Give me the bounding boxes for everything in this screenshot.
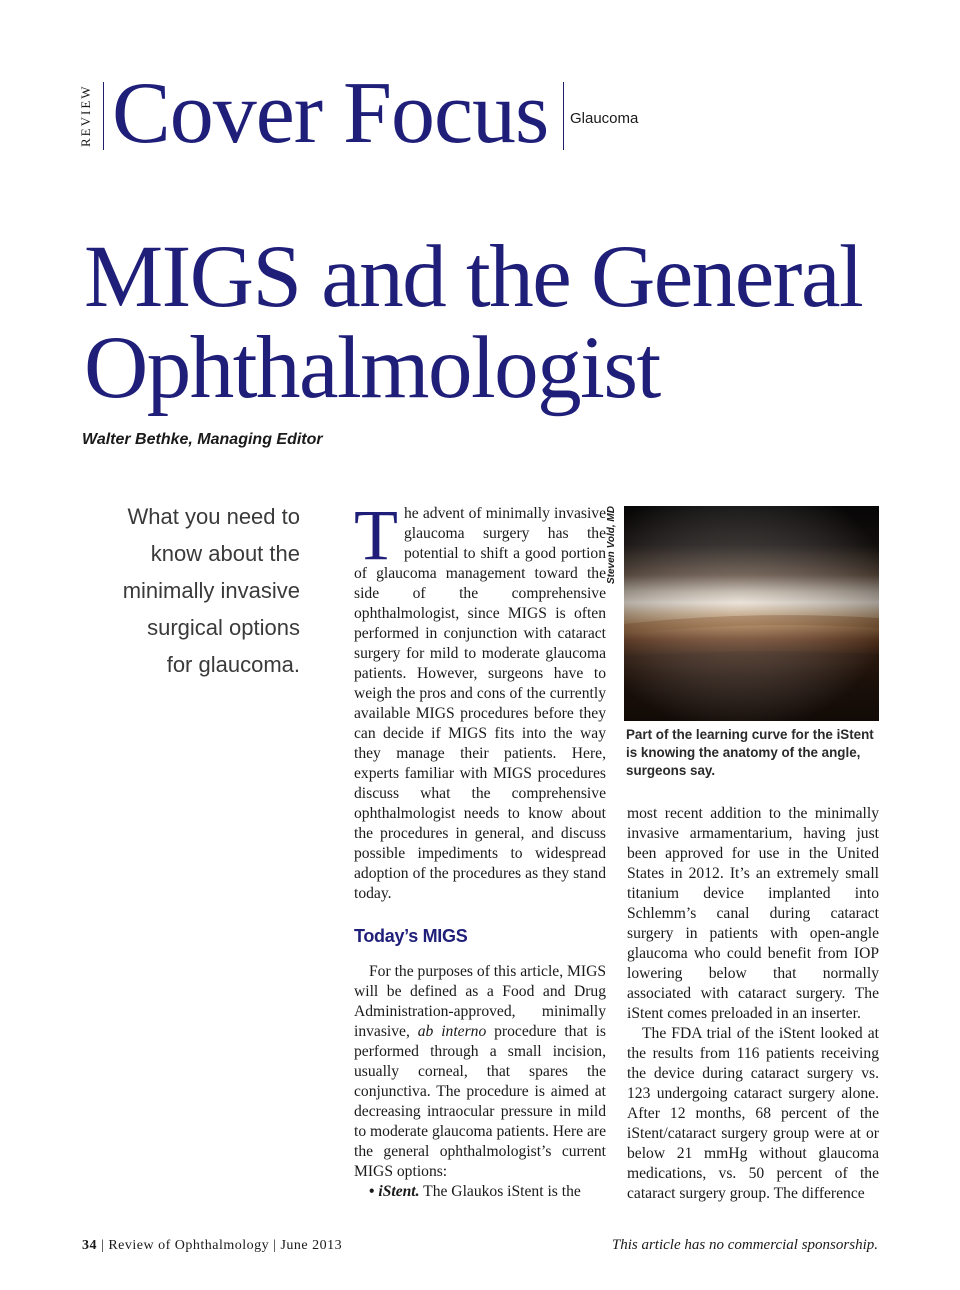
sponsorship-disclaimer: This article has no commercial sponsorship. — [611, 1237, 878, 1253]
col2-paragraph-1: most recent addition to the minimally invasive armamentarium, having just been approved for use in the United States in 2012. It’s an extremely small titanium device implanted into Schlemm’s canal during cataract surgery in patients with open-angle glaucoma who could benefit from IOP lowering below that normally associated with cataract surgery. The iStent comes preloaded in an inserter. — [627, 805, 879, 1022]
footer-folio — [82, 1238, 342, 1254]
paragraph-2-text-a: For the purposes of this article, MIGS will be defined as a Food and Drug Administration-approved, minimally invasive, — [354, 963, 606, 1040]
deck-line: minimally invasive — [122, 578, 300, 603]
bullet-text: The Glaukos iStent is the — [419, 1183, 581, 1200]
intro-text: he advent of minimally invasive glaucoma surgery has the potential to shift a good portion of glaucoma management toward the side of the comprehensive ophthalmologist, since MIGS is often performed in conjunction with cataract surgery for mild to moderate glaucoma patients. However, surgeons have to weigh the pros and cons of the currently available MIGS procedures before they can decide if MIGS fits into the way they manage their patients. Here, experts familiar with MIGS procedures discuss what the comprehensive ophthalmologist needs to know about the procedures in general, and discuss possible impediments to widespread adoption of the procedures as they stand today. — [354, 505, 606, 902]
intro-paragraph — [354, 495, 606, 904]
body-column-1 — [354, 495, 606, 1202]
photo-credit: Steven Vold, MD — [606, 506, 617, 584]
publication-name: Review of Ophthalmology — [108, 1238, 270, 1253]
header-rule-left — [103, 82, 104, 150]
paragraph-2-italic: ab interno — [417, 1023, 487, 1040]
bullet-symbol: • — [369, 1183, 375, 1200]
col2-paragraph-2: The FDA trial of the iStent looked at the results from 116 patients receiving the device during cataract surgery vs. 123 undergoing cataract surgery alone. After 12 months, 68 percent of the iStent/cataract surgery group were at or below 21 mmHg without glaucoma medications, vs. 50 percent of the cataract surgery group. The difference — [627, 1025, 879, 1202]
paragraph-2 — [354, 962, 606, 1182]
folio-separator: | — [273, 1238, 277, 1253]
drop-cap: T — [354, 495, 398, 575]
byline: Walter Bethke, Managing Editor — [82, 431, 323, 448]
section-title: Cover Focus — [112, 65, 549, 162]
section-vertical-label: REVIEW — [78, 84, 93, 148]
bullet-label: iStent. — [378, 1183, 420, 1200]
deck-line: for glaucoma. — [166, 652, 300, 677]
page-number: 34 — [82, 1238, 97, 1253]
article-title — [84, 228, 904, 417]
article-title-line1: MIGS and the General — [84, 228, 863, 326]
paragraph-2-text-b: procedure that is performed through a small incision, usually corneal, that spares the conjunctiva. The procedure is aimed at decreasing intraocular pressure in mild to moderate glaucoma patients. Here are the general ophthalmologist’s current MIGS options: — [354, 1023, 606, 1180]
deck-line: What you need to — [127, 504, 300, 529]
figure-photo — [624, 506, 879, 721]
deck-line: know about the — [150, 541, 300, 566]
article-title-line2: Ophthalmologist — [84, 319, 660, 417]
bullet-istent — [354, 1182, 606, 1202]
subhead-todays-migs: Today’s MIGS — [354, 926, 468, 946]
figure-caption: Part of the learning curve for the iStent is knowing the anatomy of the angle, surgeons say. — [626, 727, 874, 778]
deck-line: surgical options — [147, 615, 300, 640]
eye-angle-photo — [624, 506, 879, 721]
section-tag: Glaucoma — [570, 110, 639, 127]
folio-separator: | — [101, 1238, 105, 1253]
deck — [100, 498, 300, 683]
issue-date: June 2013 — [280, 1238, 343, 1253]
body-column-2 — [627, 804, 879, 1204]
header-rule-right — [563, 82, 564, 150]
